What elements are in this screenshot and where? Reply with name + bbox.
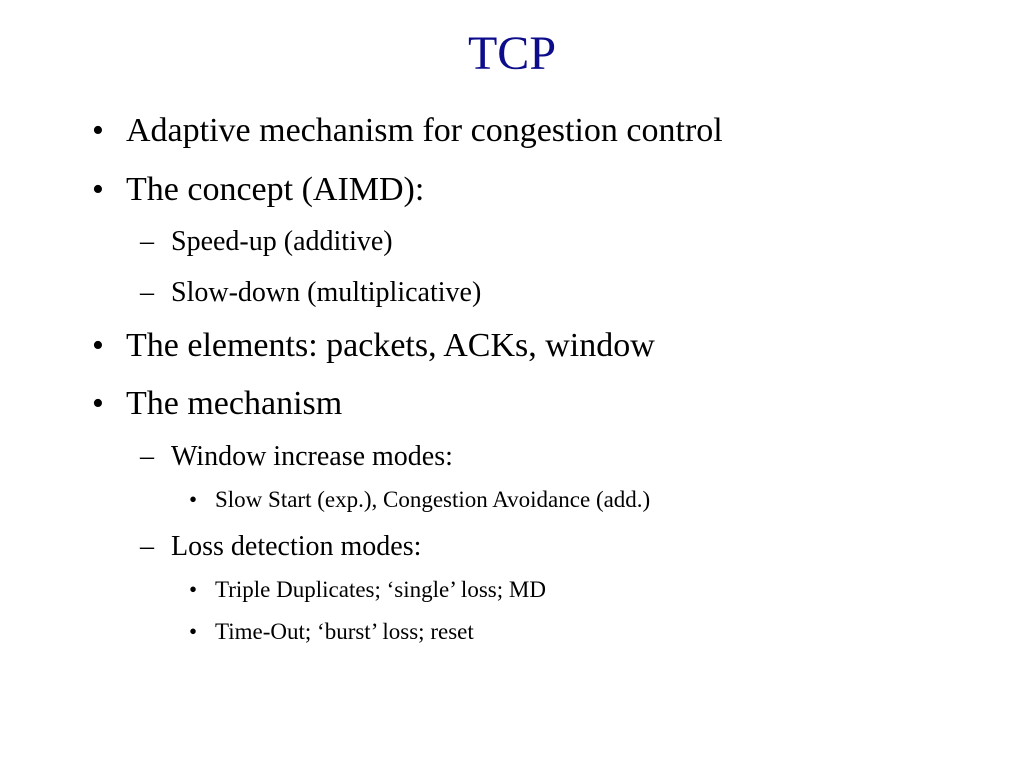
bullet-marker: • (189, 619, 198, 644)
sub-sub-bullet-text: Slow Start (exp.), Congestion Avoidance (add.) (215, 487, 651, 512)
dash-marker: – (140, 441, 154, 472)
sub-sub-bullet-text: Triple Duplicates; ‘single’ loss; MD (215, 577, 546, 602)
bullet-marker: • (92, 112, 104, 149)
sub-sub-bullet-text: Time-Out; ‘burst’ loss; reset (215, 619, 474, 644)
sub-bullet-text: Window increase modes: (171, 441, 453, 472)
bullet-marker: • (92, 171, 104, 208)
bullet-marker: • (189, 487, 198, 512)
bullet-text: The elements: packets, ACKs, window (126, 327, 655, 364)
bullet-text: The concept (AIMD): (126, 171, 425, 208)
dash-marker: – (140, 277, 154, 308)
bullet-marker: • (189, 577, 198, 602)
sub-bullet-text: Loss detection modes: (171, 531, 422, 562)
dash-marker: – (140, 226, 154, 257)
slide-title: TCP (467, 27, 557, 80)
bullet-text: The mechanism (126, 385, 343, 422)
sub-bullet-text: Speed-up (additive) (171, 226, 393, 257)
bullet-text: Adaptive mechanism for congestion control (126, 112, 723, 149)
bullet-marker: • (92, 327, 104, 364)
sub-bullet-text: Slow-down (multiplicative) (171, 277, 482, 308)
dash-marker: – (140, 531, 154, 562)
bullet-marker: • (92, 385, 104, 422)
